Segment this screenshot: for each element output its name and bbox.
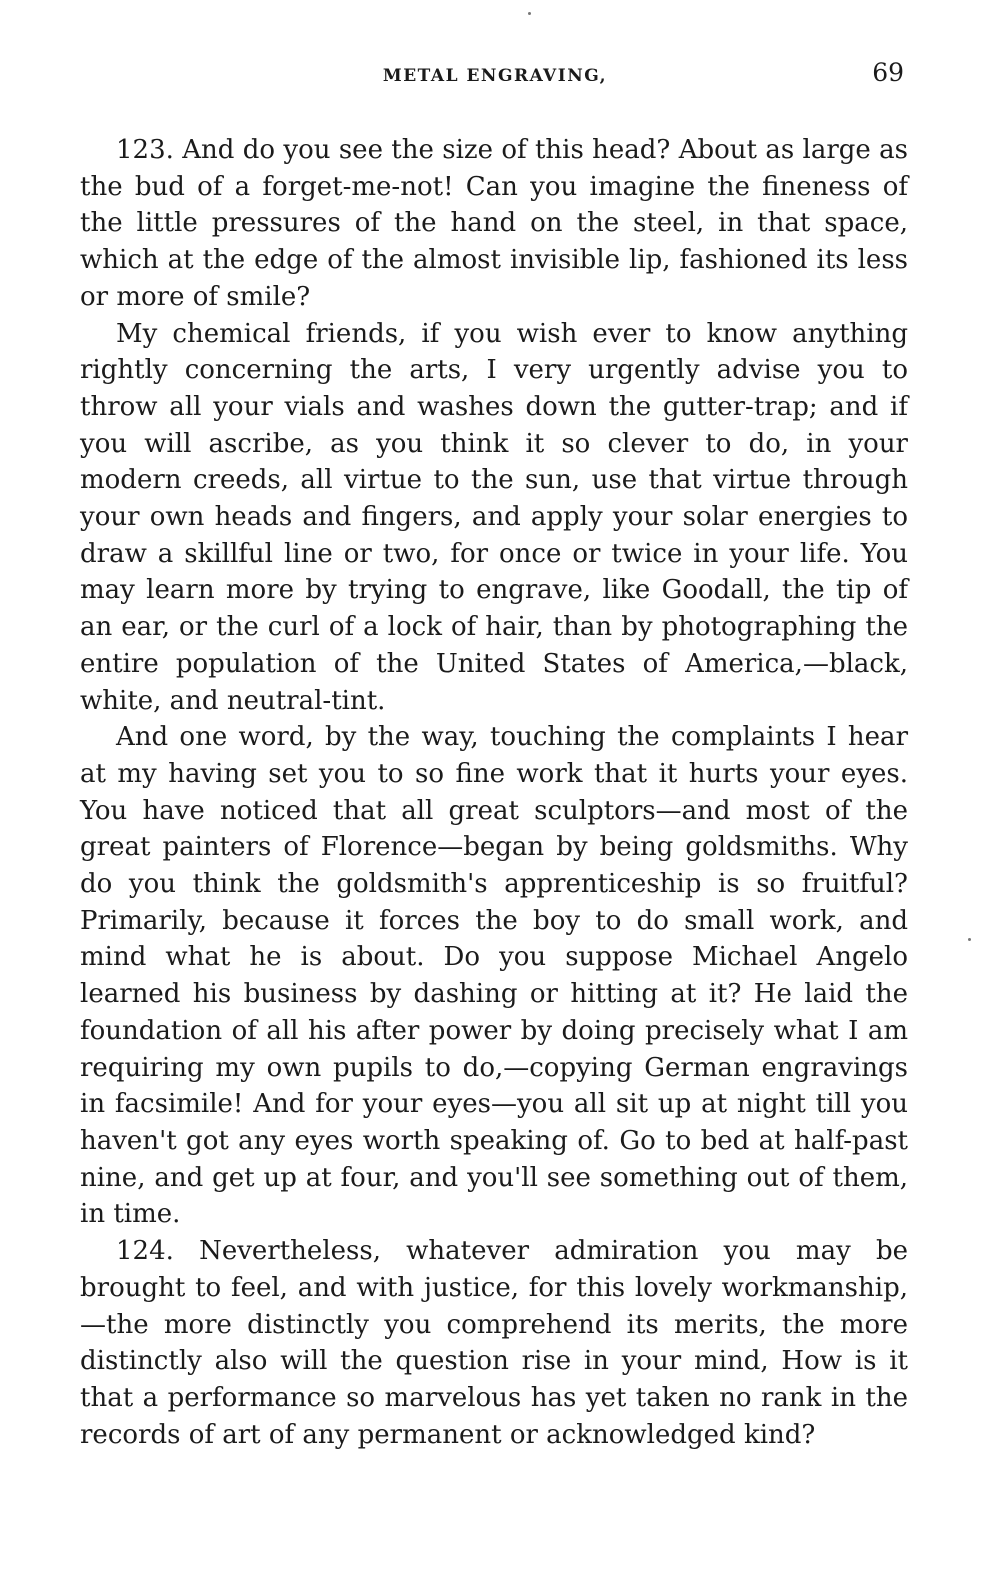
running-head [80, 58, 910, 94]
print-speck-side [968, 938, 971, 941]
paragraph-124: 124. Nevertheless, whatever admiration you may be brought to feel, and with justice, for this lovely workmanship, —the more distinctly you comprehend its merits, the more distinctly also will the question rise in your mind, How is it that a performance so marvelous has yet taken no rank in the records of art of any permanent or acknowledged kind? [80, 1236, 908, 1450]
page-number: 69 [872, 58, 904, 87]
paragraph-one-word: And one word, by the way, touching the complaints I hear at my having set you to so fine work that it hurts your eyes. You have noticed that all great sculptors—and most of the great painters of Florence—began by being goldsmiths. Why do you think the goldsmith's apprenticeship is so fruitful? Primarily, because it forces the boy to do small work, and mind what he is about. Do you suppose Michael Angelo learned his business by dashing or hitting at it? He laid the foundation of all his after power by doing precisely what I am requiring my own pupils to do,—copying German engravings in facsimile! And for your eyes—you all sit up at night till you haven't got any eyes worth speaking of. Go to bed at half-past nine, and get up at four, and you'll see something out of them, in time. [80, 722, 908, 1230]
running-title: METAL ENGRAVING, [382, 66, 608, 86]
print-speck-top [528, 12, 531, 15]
body-text [80, 132, 908, 1453]
paragraph-chemical-friends: My chemical friends, if you wish ever to know anything rightly concerning the arts, I very urgently advise you to throw all your vials and washes down the gutter-trap; and if you will ascribe, as you think it so clever to do, in your modern creeds, all virtue to the sun, use that virtue through your own heads and fingers, and apply your solar energies to draw a skillful line or two, for once or twice in your life. You may learn more by trying to engrave, like Goodall, the tip of an ear, or the curl of a lock of hair, than by photographing the entire population of the United States of America,—black, white, and neutral-tint. [80, 318, 908, 716]
paragraph-123: 123. And do you see the size of this head? About as large as the bud of a forget-me-not! Can you imagine the fineness of the little pressures of the hand on the steel, in that space, which at the edge of the almost invisible lip, fashioned its less or more of smile? [80, 135, 908, 312]
